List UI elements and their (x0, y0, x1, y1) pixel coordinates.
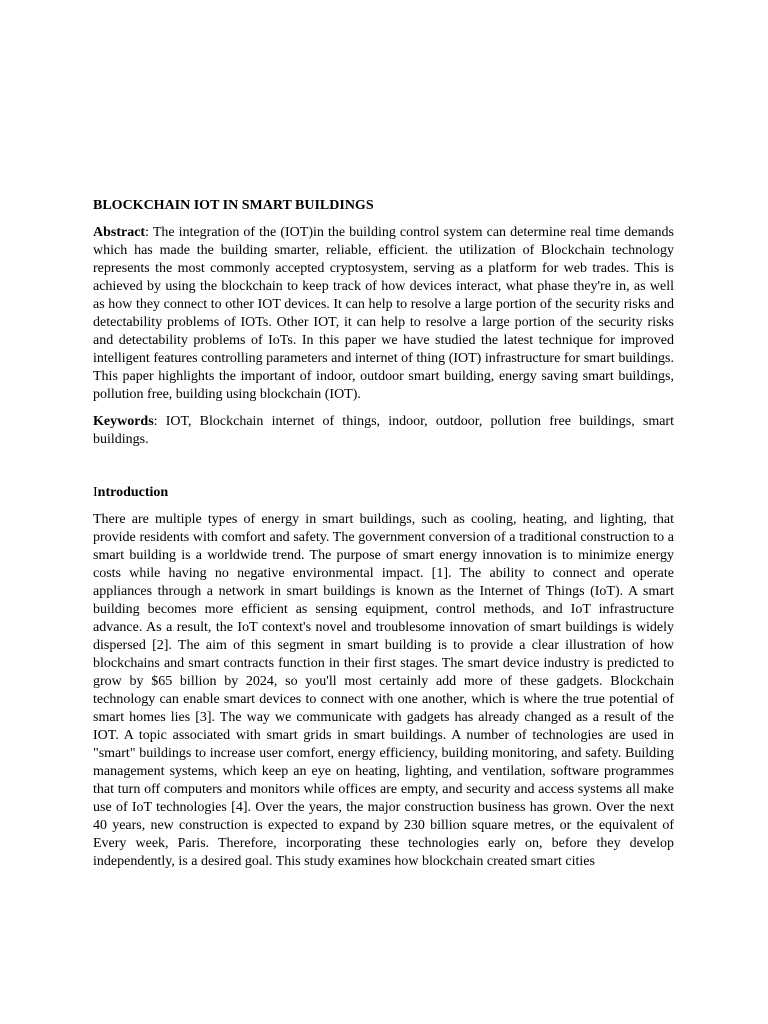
abstract-text: : The integration of the (IOT)in the building control system can determine real time demands which has made the building smarter, reliable, efficient. the utilization of Blockchain technology represents the most commonly accepted cryptosystem, serving as a platform for web trades. This is achieved by using the blockchain to keep track of how devices interact, what phase they're in, as well as how they connect to other IOT devices. It can help to resolve a large portion of the security risks and detectability problems of IOTs. Other IOT, it can help to resolve a large portion of the security risks and detectability problems of IoTs. In this paper we have studied the latest technique for improved intelligent features controlling parameters and internet of thing (IOT) infrastructure for smart buildings. This paper highlights the important of indoor, outdoor smart building, energy saving smart buildings, pollution free, building using blockchain (IOT). (93, 225, 674, 402)
paper-page (93, 197, 674, 871)
keywords-text: : IOT, Blockchain internet of things, indoor, outdoor, pollution free buildings, smart buildings. (93, 414, 674, 447)
keywords-paragraph (93, 413, 674, 449)
introduction-heading (93, 484, 674, 502)
abstract-paragraph (93, 224, 674, 404)
abstract-label: Abstract (93, 225, 146, 240)
introduction-heading-rest: ntroduction (97, 485, 169, 500)
introduction-body: There are multiple types of energy in smart buildings, such as cooling, heating, and lighting, that provide residents with comfort and safety. The government conversion of a traditional construction to a smart building is a worldwide trend. The purpose of smart energy innovation is to minimize energy costs while having no negative environmental impact. [1]. The ability to connect and operate appliances through a network in smart buildings is known as the Internet of Things (IoT). A smart building becomes more efficient as sensing equipment, control methods, and IoT infrastructure advance. As a result, the IoT context's novel and troublesome innovation of smart buildings is widely dispersed [2]. The aim of this segment in smart building is to provide a clear illustration of how blockchains and smart contracts function in their first stages. The smart device industry is predicted to grow by $65 billion by 2024, so you'll most certainly add more of these gadgets. Blockchain technology can enable smart devices to connect with one another, which is where the true potential of smart homes lies [3]. The way we communicate with gadgets has already changed as a result of the IOT. A topic associated with smart grids in smart buildings. A number of technologies are used in "smart" buildings to increase user comfort, energy efficiency, building monitoring, and safety. Building management systems, which keep an eye on heating, lighting, and ventilation, software programmes that turn off computers and monitors while offices are empty, and security and access systems all make use of IoT technologies [4]. Over the years, the major construction business has grown. Over the next 40 years, new construction is expected to expand by 230 billion square metres, or the equivalent of Every week, Paris. Therefore, incorporating these technologies early on, before they develop independently, is a desired goal. This study examines how blockchain created smart cities (93, 512, 674, 869)
introduction-heading-initial: I (93, 485, 98, 500)
keywords-label: Keywords (93, 414, 154, 429)
paper-title: BLOCKCHAIN IOT IN SMART BUILDINGS (93, 198, 374, 213)
